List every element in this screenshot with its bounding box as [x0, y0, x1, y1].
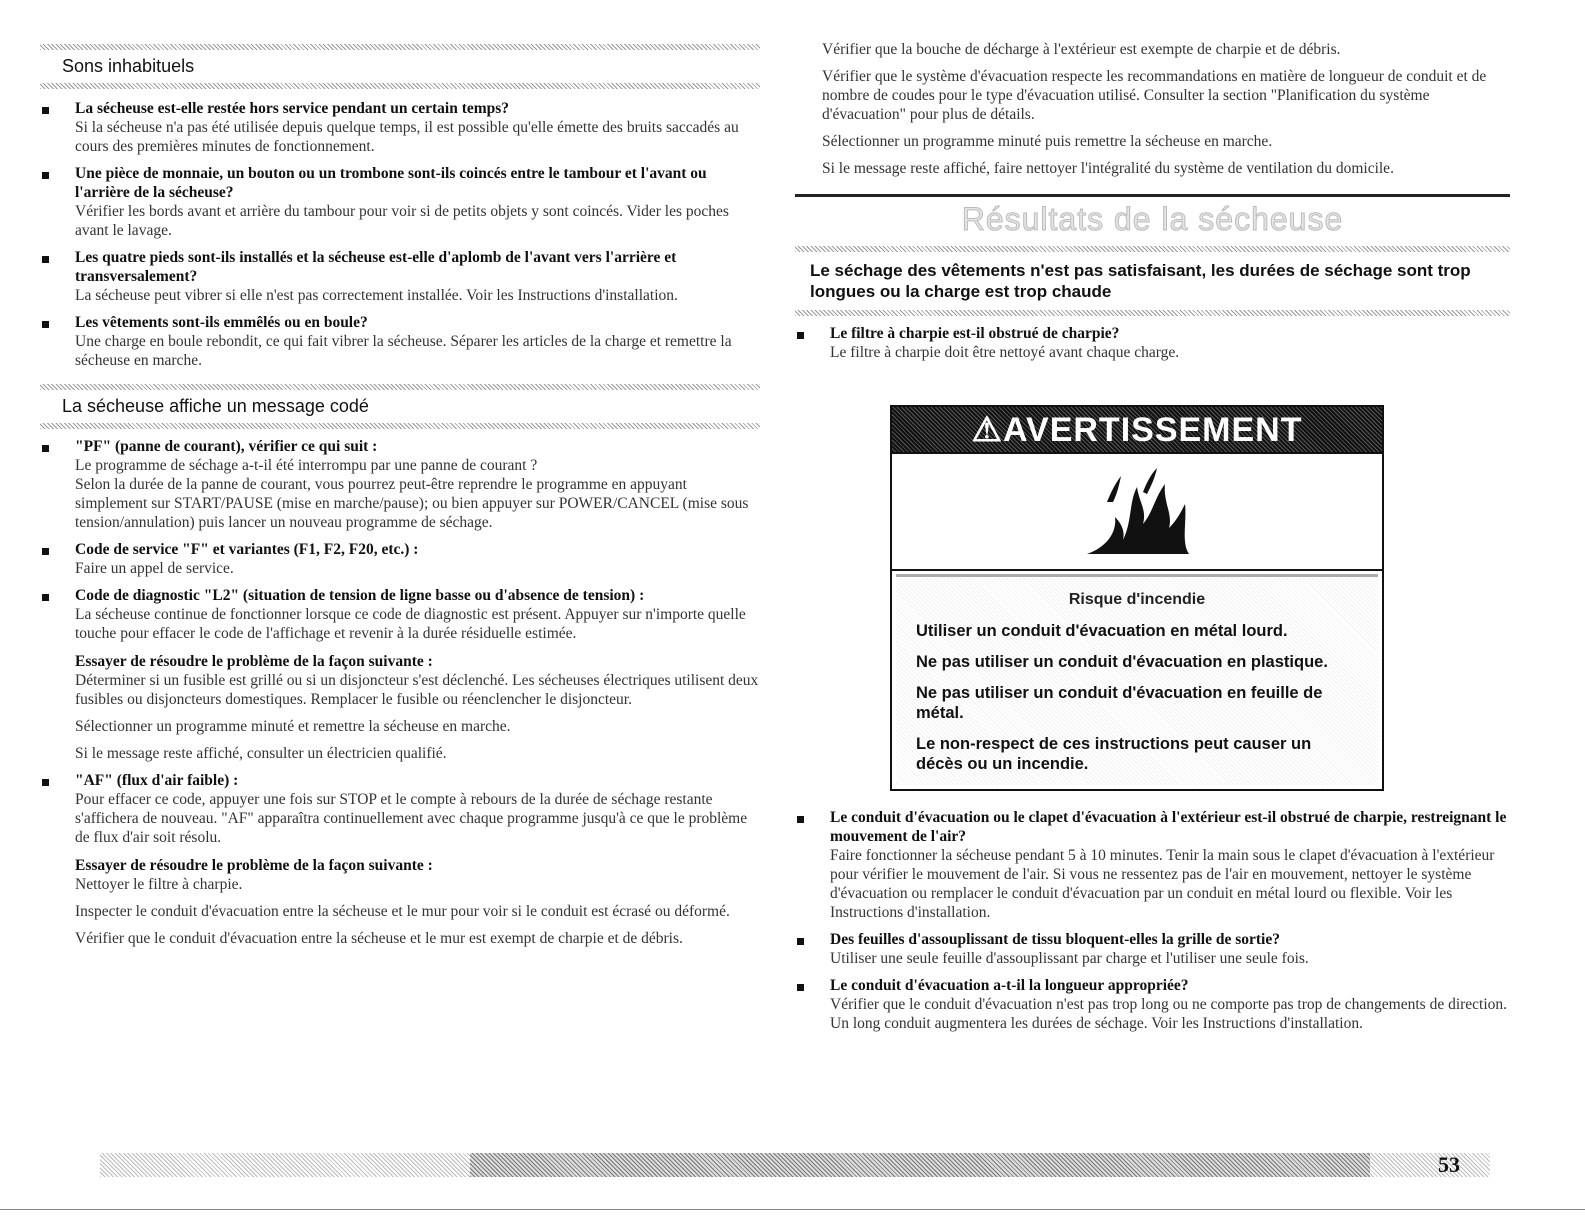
- section-title: La sécheuse affiche un message codé: [62, 396, 369, 416]
- list-item-af: [40, 771, 760, 948]
- question: Les quatre pieds sont-ils installés et la sécheuse est-elle d'aplomb de l'avant vers l'arrière et transversalement?: [75, 249, 677, 285]
- question: Le filtre à charpie est-il obstrué de charpie?: [830, 325, 1120, 342]
- question: Une pièce de monnaie, un bouton ou un trombone sont-ils coincés entre le tambour et l'avant ou l'arrière de la sécheuse?: [75, 165, 707, 201]
- answer: Utiliser une seule feuille d'assouplissant par charge et l'utiliser une seule fois.: [830, 950, 1309, 967]
- question: Code de service "F" et variantes (F1, F2, F20, etc.) :: [75, 541, 419, 558]
- warning-line: Ne pas utiliser un conduit d'évacuation en plastique.: [916, 653, 1328, 671]
- question: Des feuilles d'assouplissant de tissu bloquent-elles la grille de sortie?: [830, 931, 1280, 948]
- filter-list: [795, 324, 1510, 362]
- list-item: [795, 930, 1510, 968]
- answer: Inspecter le conduit d'évacuation entre la sécheuse et le mur pour voir si le conduit est écrasé ou déformé.: [75, 903, 730, 920]
- list-item: [40, 248, 760, 305]
- list-item: [40, 313, 760, 370]
- warning-line: Utiliser un conduit d'évacuation en métal lourd.: [916, 622, 1288, 640]
- list-item-pf: [40, 437, 760, 532]
- answer: La sécheuse peut vibrer si elle n'est pas correctement installée. Voir les Instructions d'installation.: [75, 287, 678, 304]
- continued-text: [795, 0, 1510, 178]
- question: "AF" (flux d'air faible) :: [75, 772, 239, 789]
- warning-body: [896, 574, 1378, 785]
- list-item: [795, 324, 1510, 362]
- answer: Une charge en boule rebondit, ce qui fait vibrer la sécheuse. Séparer les articles de la charge et remettre la sécheuse en marche.: [75, 333, 732, 369]
- problem-heading: Le séchage des vêtements n'est pas satisfaisant, les durées de séchage sont trop longues ou la charge est trop chaude: [810, 261, 1471, 301]
- warning-line: Ne pas utiliser un conduit d'évacuation en feuille de métal.: [916, 684, 1323, 722]
- warning-triangle-icon: ⚠: [971, 411, 1003, 449]
- question: Le conduit d'évacuation ou le clapet d'évacuation à l'extérieur est-il obstrué de charpie, restreignant le mouvement de l'air?: [830, 809, 1507, 845]
- warning-header: [892, 407, 1382, 452]
- paragraph: Vérifier que le système d'évacuation respecte les recommandations en matière de longueur de conduit et de nombre de coudes pour le type d'évacuation utilisé. Consulter la section "Planification du système d'évacuation" pour plus de détails.: [822, 68, 1487, 123]
- answer: Faire un appel de service.: [75, 560, 234, 577]
- right-column: [795, 0, 1510, 1032]
- question: Code de diagnostic "L2" (situation de tension de ligne basse ou d'absence de tension) :: [75, 587, 645, 604]
- bottom-rule: [0, 1209, 1585, 1210]
- question: Les vêtements sont-ils emmêlés ou en boule?: [75, 314, 368, 331]
- answer: Si le message reste affiché, consulter un électricien qualifié.: [75, 745, 447, 762]
- answer: Selon la durée de la panne de courant, vous pourrez peut-être reprendre le programme en appuyant simplement sur START/PAUSE (mise en marche/pause); ou bien appuyer sur POWER/CANCEL (mise sous tension/annulation) puis lancer un nouveau programme de séchage.: [75, 476, 749, 531]
- list-item: [795, 976, 1510, 1033]
- left-column: [40, 0, 760, 948]
- answer: La sécheuse continue de fonctionner lorsque ce code de diagnostic est présent. Appuyer sur n'importe quelle touche pour effacer le code de l'affichage et revenir à la durée résiduelle estimée.: [75, 606, 746, 642]
- warning-title: Risque d'incendie: [1068, 591, 1206, 608]
- list-item: [795, 808, 1510, 922]
- question: La sécheuse est-elle restée hors service pendant un certain temps?: [75, 100, 510, 117]
- answer: Sélectionner un programme minuté et remettre la sécheuse en marche.: [75, 718, 511, 735]
- list-item: [40, 164, 760, 240]
- answer: Le filtre à charpie doit être nettoyé avant chaque charge.: [830, 344, 1180, 361]
- question: "PF" (panne de courant), vérifier ce qui suit :: [75, 438, 378, 455]
- question: Le conduit d'évacuation a-t-il la longueur appropriée?: [830, 977, 1189, 994]
- answer: Déterminer si un fusible est grillé ou si un disjoncteur s'est déclenché. Les sécheuses électriques utilisent deux fusibles ou disjoncteurs domestiques. Remplacer le fusible ou réenclencher le disjoncteur.: [75, 672, 759, 708]
- answer: Vérifier les bords avant et arrière du tambour pour voir si de petits objets y sont coincés. Vider les poches avant le lavage.: [75, 203, 729, 239]
- warning-line: Le non-respect de ces instructions peut causer un décès ou un incendie.: [916, 735, 1312, 773]
- section-header-sounds: [40, 44, 760, 89]
- answer: Vérifier que le conduit d'évacuation n'est pas trop long ou ne comporte pas trop de changements de direction. Un long conduit augmentera les durées de séchage. Voir les Instructions d'installation.: [830, 996, 1508, 1032]
- warning-header-text: AVERTISSEMENT: [1002, 411, 1303, 449]
- paragraph: Si le message reste affiché, faire nettoyer l'intégralité du système de ventilation du domicile.: [822, 160, 1394, 177]
- answer: Vérifier que le conduit d'évacuation entre la sécheuse et le mur est exempt de charpie et de débris.: [75, 930, 683, 947]
- subheading: Essayer de résoudre le problème de la façon suivante :: [75, 653, 433, 670]
- exhaust-list: [795, 800, 1510, 1033]
- sounds-list: [40, 99, 760, 370]
- footer-bar: [100, 1153, 1490, 1177]
- subheading: Essayer de résoudre le problème de la façon suivante :: [75, 857, 433, 874]
- answer: Le programme de séchage a-t-il été interrompu par une panne de courant ?: [75, 457, 538, 474]
- fire-icon-panel: [892, 452, 1382, 571]
- list-item-l2: [40, 586, 760, 763]
- answer: Nettoyer le filtre à charpie.: [75, 876, 243, 893]
- answer: Faire fonctionner la sécheuse pendant 5 à 10 minutes. Tenir la main sous le clapet d'évacuation à l'extérieur pour vérifier le mouvement de l'air. Si vous ne ressentez pas de l'air en mouvement, nettoyer le système d'évacuation ou remplacer le conduit d'évacuation par un conduit en métal lourd ou flexible. Voir les Instructions d'installation.: [830, 847, 1495, 921]
- answer: Si la sécheuse n'a pas été utilisée depuis quelque temps, il est possible qu'elle émette des bruits saccadés au cours des premières minutes de fonctionnement.: [75, 119, 739, 155]
- paragraph: Sélectionner un programme minuté puis remettre la sécheuse en marche.: [822, 133, 1273, 150]
- codes-list: [40, 437, 760, 948]
- divider: [795, 310, 1510, 316]
- list-item: [40, 99, 760, 156]
- fire-icon: [1077, 462, 1197, 562]
- list-item-f: [40, 540, 760, 578]
- section-title: Sons inhabituels: [62, 56, 195, 76]
- section-header-codes: [40, 384, 760, 429]
- answer: Pour effacer ce code, appuyer une fois sur STOP et le compte à rebours de la durée de séchage restante s'affichera de nouveau. "AF" apparaîtra continuellement avec chaque programme jusqu'à ce que le problème de flux d'air soit résolu.: [75, 791, 748, 846]
- page-number: 53: [1438, 1152, 1460, 1177]
- warning-box: [890, 405, 1384, 791]
- section-banner: Résultats de la sécheuse: [961, 201, 1344, 237]
- paragraph: Vérifier que la bouche de décharge à l'extérieur est exempte de charpie et de débris.: [822, 41, 1341, 58]
